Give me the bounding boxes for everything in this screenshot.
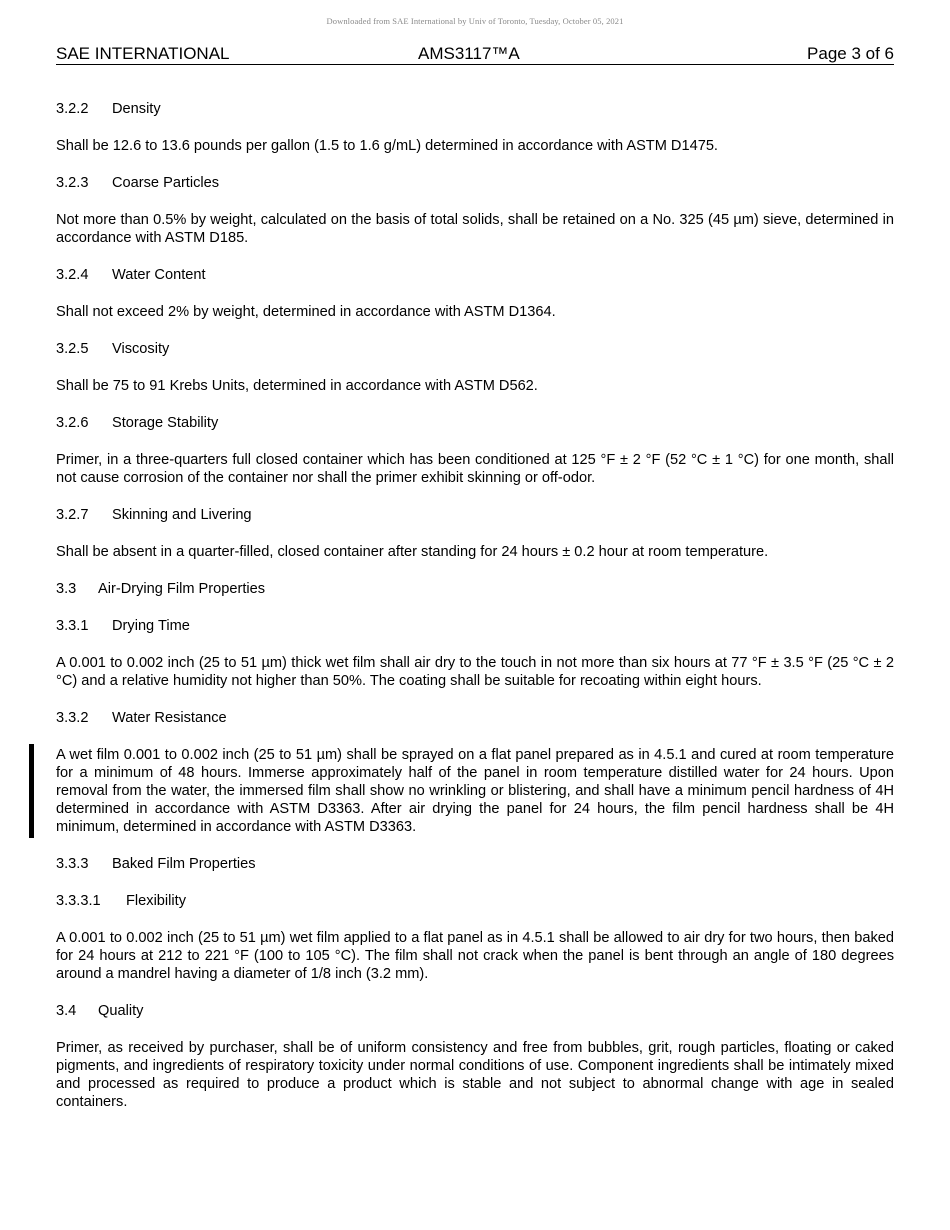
section-heading	[56, 580, 894, 598]
section-heading	[56, 266, 894, 284]
section-title: Baked Film Properties	[112, 856, 256, 872]
section-heading	[56, 506, 894, 524]
section-title: Density	[112, 101, 161, 117]
page-header	[56, 44, 894, 65]
section-number: 3.3.2	[56, 710, 89, 726]
section-number: 3.3.1	[56, 618, 89, 634]
section-title: Viscosity	[112, 341, 170, 357]
section-title: Air-Drying Film Properties	[98, 581, 266, 597]
section-heading	[56, 340, 894, 358]
section-number: 3.2.2	[56, 101, 89, 117]
section-title: Flexibility	[126, 893, 187, 909]
section-number: 3.2.3	[56, 175, 89, 191]
section-number: 3.2.4	[56, 267, 89, 283]
header-organization: SAE INTERNATIONAL	[56, 44, 230, 63]
section-number: 3.2.7	[56, 507, 89, 523]
section-number: 3.2.5	[56, 341, 89, 357]
header-page-number: Page 3 of 6	[807, 44, 894, 63]
revised-paragraph: A wet film 0.001 to 0.002 inch (25 to 51 µm) shall be sprayed on a flat panel prepared as in 4.5.1 and cured at room temperature for a minimum of 48 hours. Immerse approximately half of the panel in room temperature distilled water for 24 hours. Upon removal from the water, the immersed film shall show no wrinkling or blistering, and shall have a minimum pencil hardness of 4H determined in accordance with ASTM D3363. After air drying the panel for 24 hours, the film pencil hardness shall be 4H minimum, determined in accordance with ASTM D3363.	[56, 747, 894, 835]
header-document-id: AMS3117™A	[418, 44, 520, 63]
section-title: Quality	[98, 1003, 144, 1019]
body-paragraph: Shall be 12.6 to 13.6 pounds per gallon (1.5 to 1.6 g/mL) determined in accordance with ASTM D1475.	[56, 138, 718, 154]
body-paragraph: Primer, in a three-quarters full closed container which has been conditioned at 125 °F ± 2 °F (52 °C ± 1 °C) for one month, shall not cause corrosion of the container nor shall the primer exhibit skinning or off-odor.	[56, 452, 894, 486]
section-title: Coarse Particles	[112, 175, 220, 191]
section-heading	[56, 709, 894, 727]
section-title: Water Resistance	[112, 710, 227, 726]
document-body	[56, 100, 894, 1130]
section-title: Drying Time	[112, 618, 190, 634]
section-title: Water Content	[112, 267, 206, 283]
section-title: Storage Stability	[112, 415, 219, 431]
revision-change-bar	[29, 744, 34, 838]
body-paragraph: Shall be 75 to 91 Krebs Units, determined in accordance with ASTM D562.	[56, 378, 538, 394]
body-paragraph: Primer, as received by purchaser, shall be of uniform consistency and free from bubbles, grit, rough particles, floating or caked pigments, and ingredients of respiratory toxicity under normal conditions of use. Component ingredients shall be intimately mixed and processed as required to produce a product which is stable and not subject to abnormal change with age in sealed containers.	[56, 1040, 894, 1110]
section-heading	[56, 414, 894, 432]
section-heading	[56, 174, 894, 192]
section-title: Skinning and Livering	[112, 507, 252, 523]
body-paragraph: Shall not exceed 2% by weight, determined in accordance with ASTM D1364.	[56, 304, 556, 320]
download-watermark: Downloaded from SAE International by Univ of Toronto, Tuesday, October 05, 2021	[326, 16, 624, 26]
body-paragraph: Not more than 0.5% by weight, calculated on the basis of total solids, shall be retained on a No. 325 (45 µm) sieve, determined in accordance with ASTM D185.	[56, 212, 894, 246]
section-heading	[56, 855, 894, 873]
section-heading	[56, 100, 894, 118]
section-number: 3.2.6	[56, 415, 89, 431]
body-paragraph: A 0.001 to 0.002 inch (25 to 51 µm) wet film applied to a flat panel as in 4.5.1 shall be allowed to air dry for two hours, then baked for 24 hours at 212 to 221 °F (100 to 105 °C). The film shall not crack when the panel is bent through an angle of 180 degrees around a mandrel having a diameter of 1/8 inch (3.2 mm).	[56, 930, 894, 982]
section-number: 3.3	[56, 581, 77, 597]
section-number: 3.3.3	[56, 856, 89, 872]
section-number: 3.3.3.1	[56, 893, 101, 909]
body-paragraph: Shall be absent in a quarter-filled, closed container after standing for 24 hours ± 0.2 hour at room temperature.	[56, 544, 769, 560]
section-heading	[56, 617, 894, 635]
section-number: 3.4	[56, 1003, 77, 1019]
section-heading	[56, 1002, 894, 1020]
section-heading	[56, 892, 894, 910]
body-paragraph: A 0.001 to 0.002 inch (25 to 51 µm) thick wet film shall air dry to the touch in not more than six hours at 77 °F ± 3.5 °F (25 °C ± 2 °C) and a relative humidity not higher than 50%. The coating shall be suitable for recoating within eight hours.	[56, 655, 894, 689]
